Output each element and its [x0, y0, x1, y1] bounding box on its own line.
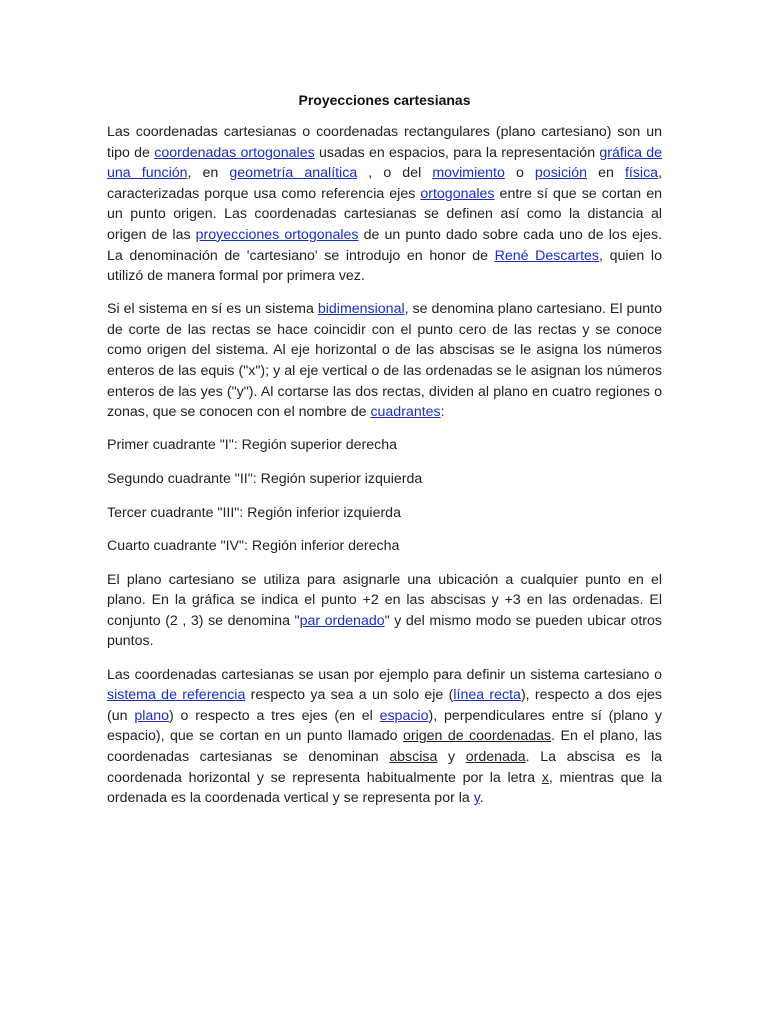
text: .	[479, 790, 484, 807]
text: ) o respecto a tres ejes (en el	[169, 707, 380, 724]
link-geometria-analitica[interactable]: geometría analítica	[229, 165, 358, 182]
text: Las coordenadas cartesianas o coordenadas rectangulares (plano cartesiano) son un tipo de	[107, 124, 662, 161]
quadrant-line: Segundo cuadrante "II": Región superior izquierda	[107, 470, 423, 487]
text: El plano cartesiano se utiliza para asignarle una ubicación a cualquier punto en el plano. En la gráfica se indica el punto +2 en las abscisas y +3 en las ordenadas. El conjunto (2 , 3) se denomina "	[107, 571, 662, 629]
paragraph-plano-cartesiano	[107, 299, 662, 423]
text: usadas en espacios, para la representación	[314, 144, 600, 161]
text: " y del mismo modo se pueden ubicar otros puntos.	[107, 612, 663, 650]
link-ortogonales[interactable]: ortogonales	[420, 185, 495, 202]
text: entre sí que se cortan en un punto origen. Las coordenadas cartesianas se definen así como la distancia al origen de las	[107, 185, 662, 243]
text: , o del	[357, 165, 433, 182]
link-rene-descartes[interactable]: René Descartes	[494, 247, 600, 264]
link-grafica-de-una-funcion[interactable]: gráfica de una función	[107, 144, 663, 182]
text: ), respecto a dos ejes (un	[107, 687, 663, 724]
link-par-ordenado[interactable]: par ordenado	[299, 612, 385, 629]
text: . La abscisa es la coordenada horizontal y se representa habitualmente por la letra	[107, 748, 662, 786]
text: de un punto dado sobre cada uno de los ejes. La denominación de 'cartesiano' se introdujo en honor de	[107, 226, 662, 264]
quadrant-line: Primer cuadrante "I": Región superior derecha	[107, 437, 398, 454]
document-page	[107, 90, 662, 821]
paragraph-par-ordenado	[107, 570, 662, 652]
text: , caracterizadas porque usa como referencia ejes	[107, 165, 663, 202]
text: Las coordenadas cartesianas se usan por ejemplo para definir un sistema cartesiano o	[107, 666, 662, 683]
text: , mientras que la ordenada es la coordenada vertical y se representa por la	[107, 769, 662, 807]
link-fisica[interactable]: física	[624, 165, 659, 182]
link-espacio[interactable]: espacio	[379, 707, 429, 724]
underlined-term-abscisa: abscisa	[389, 748, 438, 765]
link-linea-recta[interactable]: línea recta	[453, 687, 521, 704]
link-y[interactable]: y	[473, 790, 480, 807]
text: y	[437, 748, 466, 765]
text: , en	[187, 165, 230, 182]
link-proyecciones-ortogonales[interactable]: proyecciones ortogonales	[195, 226, 359, 243]
text: :	[440, 404, 445, 421]
underlined-term-ordenada: ordenada	[465, 748, 526, 765]
text: , quien lo utilizó de manera formal por primera vez.	[107, 247, 662, 285]
text: ), perpendiculares entre sí (plano y espacio), que se cortan en un punto llamado	[107, 707, 663, 745]
document-title: Proyecciones cartesianas	[298, 92, 471, 108]
underlined-term-origen-de-coordenadas: origen de coordenadas	[402, 728, 552, 745]
link-sistema-de-referencia[interactable]: sistema de referencia	[107, 687, 246, 704]
text: Si el sistema en sí es un sistema	[107, 301, 318, 318]
underlined-term-x: x	[541, 769, 549, 786]
text: respecto ya sea a un solo eje (	[245, 687, 454, 704]
link-movimiento[interactable]: movimiento	[432, 165, 505, 182]
link-bidimensional[interactable]: bidimensional	[317, 301, 405, 318]
link-coordenadas-ortogonales[interactable]: coordenadas ortogonales	[154, 144, 315, 161]
text: en	[586, 165, 625, 182]
paragraph-sistema-referencia	[107, 665, 662, 809]
text: o	[504, 165, 535, 182]
text: , se denomina plano cartesiano. El punto de corte de las rectas se hace coincidir con el punto cero de las rectas y se conoce como origen del sistema. Al eje horizontal o de las abscisas se le asigna los números enteros de las equis ("x"); y al eje vertical o de las ordenadas se le asignan los números enteros de las yes ("y"). Al cortarse las dos rectas, dividen al plano en cuatro regiones o zonas, que se conocen con el nombre de	[107, 301, 662, 421]
text: . En el plano, las coordenadas cartesianas se denominan	[107, 728, 662, 765]
paragraph-intro	[107, 122, 662, 287]
link-posicion[interactable]: posición	[534, 165, 587, 182]
quadrant-line: Tercer cuadrante "III": Región inferior izquierda	[107, 504, 401, 521]
link-plano[interactable]: plano	[134, 707, 170, 724]
link-cuadrantes[interactable]: cuadrantes	[370, 404, 441, 421]
quadrant-line: Cuarto cuadrante "IV": Región inferior derecha	[107, 538, 400, 555]
